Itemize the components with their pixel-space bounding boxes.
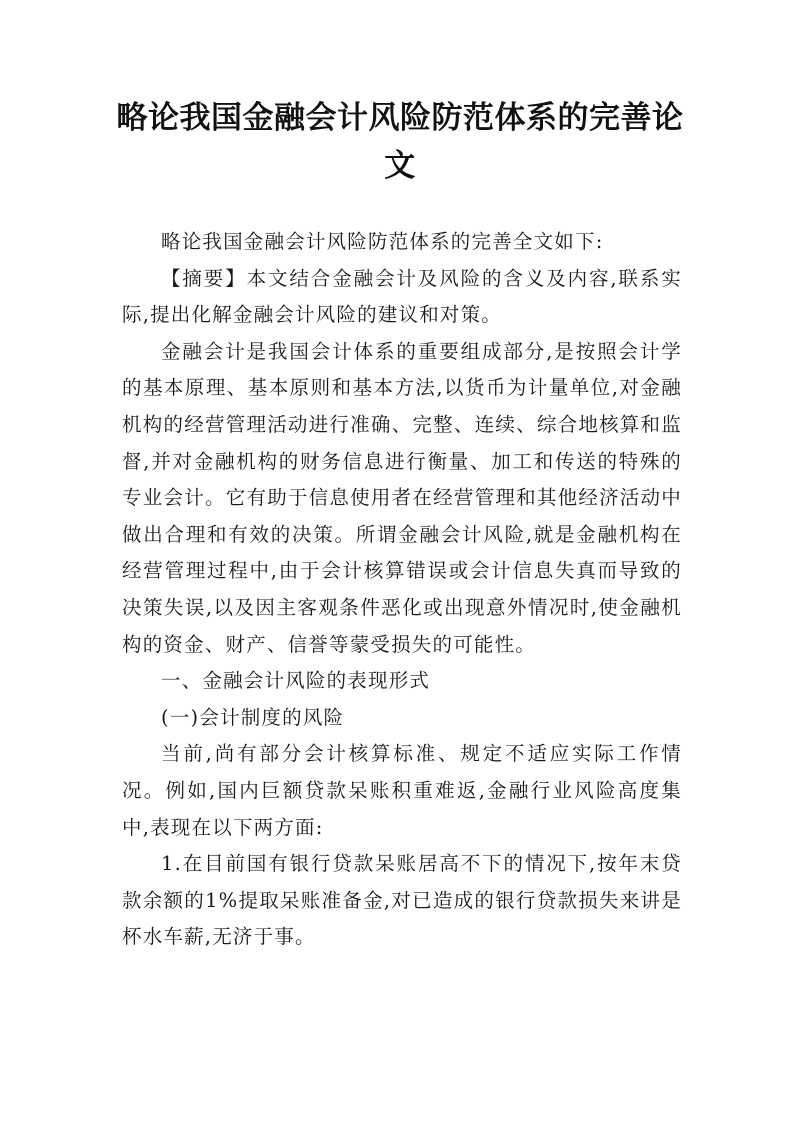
- paragraph-intro: 略论我国金融会计风险防范体系的完善全文如下:: [161, 230, 604, 253]
- section-heading: 一、金融会计风险的表现形式: [161, 669, 431, 693]
- paragraph-definition: 金融会计是我国会计体系的重要组成部分,是按照会计学的基本原理、基本原则和基本方法,以货币为计量单位,对金融机构的经营管理活动进行准确、完整、连续、综合地核算和监督,并对金融机构的财务信息进行衡量、加工和传送的特殊的专业会计。它有助于信息使用者在经营管理和其他经济活动中做出合理和有效的决策。所谓金融会计风险,就是金融机构在经营管理过程中,由于会计核算错误或会计信息失真而导致的决策失误,以及因主客观条件恶化或出现意外情况时,使金融机构的资金、财产、信誉等蒙受损失的可能性。: [122, 339, 682, 656]
- paragraph-point-1: 1.在目前国有银行贷款呆账居高不下的情况下,按年末贷款余额的1%提取呆账准备金,对已造成的银行贷款损失来讲是杯水车薪,无济于事。: [122, 852, 682, 949]
- paragraph-current-situation: 当前,尚有部分会计核算标准、规定不适应实际工作情况。例如,国内巨额贷款呆账积重难返,金融行业风险高度集中,表现在以下两方面:: [122, 742, 682, 839]
- document-title: 略论我国金融会计风险防范体系的完善论文: [116, 100, 684, 184]
- subsection-heading: (一)会计制度的风险: [161, 705, 345, 729]
- paragraph-abstract: 【摘要】本文结合金融会计及风险的含义及内容,联系实际,提出化解金融会计风险的建议和对策。: [122, 266, 682, 327]
- document-body: [122, 224, 682, 956]
